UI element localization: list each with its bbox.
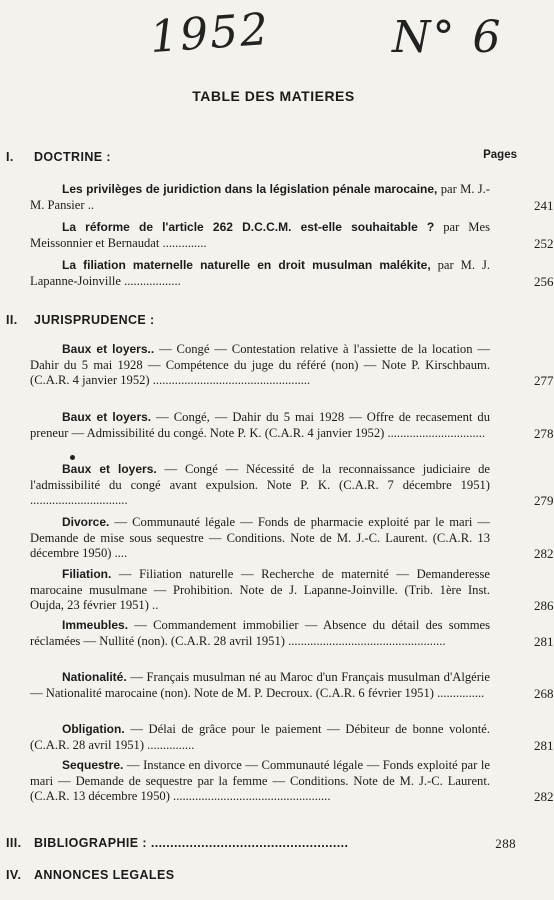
section-annonces-heading: [6, 868, 516, 882]
handwritten-issue-number: N° 6: [392, 12, 503, 63]
page-title: TABLE DES MATIERES: [192, 88, 355, 104]
entry-page: 252: [534, 235, 554, 251]
section-numeral: III.: [6, 836, 22, 850]
entry-lead: Les privilèges de juridiction dans la législation pénale marocaine,: [62, 182, 438, 196]
section-name: BIBLIOGRAPHIE : ...................................................: [34, 836, 349, 850]
entry-page: 281: [534, 737, 554, 753]
entry-lead: Divorce.: [62, 515, 110, 529]
entry-text: — Commandement immobilier — Absence du détail des sommes réclamées — Nullité (non). (C.A.R. 28 avril 1951) ..................................................: [30, 618, 490, 648]
entry-page: 281: [534, 633, 554, 649]
entry-page: 282: [534, 546, 554, 562]
toc-entry: [30, 462, 554, 509]
entry-lead: Baux et loyers..: [62, 342, 155, 356]
pages-column-header: Pages: [483, 149, 517, 161]
entry-text: par M. J.-M. Pansier ..: [30, 182, 490, 212]
entry-text: — Congé — Contestation relative à l'assiette de la location — Dahir du 5 mai 1928 — Compétence du juge du référé (non) — Note P. Kirschbaum. (C.A.R. 4 janvier 1952) ..................................................: [30, 342, 490, 388]
entry-text: — Congé, — Dahir du 5 mai 1928 — Offre de recasement du preneur — Admissibilité du congé. Note P. K. (C.A.R. 4 janvier 1952) ...............................: [30, 410, 491, 440]
section-doctrine-heading: [6, 150, 516, 164]
entry-lead: Obligation.: [62, 722, 125, 736]
toc-entry: [30, 258, 554, 289]
toc-entry: [30, 410, 554, 441]
section-name: JURISPRUDENCE :: [34, 313, 155, 327]
toc-entry: [30, 567, 554, 614]
entry-text: — Communauté légale — Fonds de pharmacie exploité par le mari — Demande de mise sous sequestre — Conditions. Note de M. J.-C. Laurent. (C.A.R. 13 décembre 1950) ....: [30, 515, 490, 561]
ink-dot: [70, 455, 75, 460]
toc-entry: [30, 618, 554, 649]
entry-page: 241: [534, 197, 554, 213]
section-name: DOCTRINE :: [34, 150, 111, 164]
section-jurisprudence-heading: [6, 313, 516, 327]
entry-text: — Instance en divorce — Communauté légale — Fonds exploité par le mari — Demande de sequestre par la femme — Conditions. Note de M. J.-C. Laurent. (C.A.R. 13 décembre 1950) ..................................................: [30, 758, 490, 804]
toc-entry: [30, 670, 554, 701]
section-name: ANNONCES LEGALES: [34, 868, 175, 882]
entry-lead: La filiation maternelle naturelle en droit musulman malékite,: [62, 258, 431, 272]
entry-text: — Filiation naturelle — Recherche de maternité — Demanderesse marocaine musulmane — Prohibition. Note de J. Lapanne-Joinville. (Trib. 1ère Inst. Oujda, 23 février 1951) ..: [30, 567, 490, 613]
entry-text: — Français musulman né au Maroc d'un Français musulman d'Algérie — Nationalité marocaine (non). Note de M. P. Decroux. (C.A.R. 6 février 1951) ...............: [30, 670, 490, 700]
section-bibliographie-heading: [6, 836, 516, 850]
entry-page: 282: [534, 789, 554, 805]
section-page: 288: [495, 836, 516, 851]
toc-entry: [30, 182, 554, 213]
entry-page: 268: [534, 685, 554, 701]
section-numeral: I.: [6, 150, 14, 164]
entry-text: par M. J. Lapanne-Joinville ..................: [30, 258, 491, 288]
entry-page: 279: [534, 493, 554, 509]
section-numeral: II.: [6, 313, 18, 327]
entry-lead: Sequestre.: [62, 758, 124, 772]
entry-text: — Délai de grâce pour le paiement — Débiteur de bonne volonté. (C.A.R. 28 avril 1951) ...............: [30, 722, 490, 752]
entry-text: — Congé — Nécessité de la reconnaissance judiciaire de l'admissibilité du congé avant expulsion. Note P. K. (C.A.R. 7 décembre 1951) ...............................: [30, 462, 491, 508]
entry-lead: Filiation.: [62, 567, 112, 581]
entry-lead: Immeubles.: [62, 618, 129, 632]
entry-lead: La réforme de l'article 262 D.C.C.M. est-elle souhaitable ?: [62, 220, 435, 234]
handwritten-year: 1952: [148, 3, 272, 64]
entry-lead: Baux et loyers.: [62, 410, 152, 424]
entry-lead: Nationalité.: [62, 670, 127, 684]
toc-entry: [30, 342, 554, 389]
entry-page: 277: [534, 373, 554, 389]
toc-entry: [30, 515, 554, 562]
entry-page: 256: [534, 273, 554, 289]
entry-page: 278: [534, 425, 554, 441]
entry-text: par Mes Meissonnier et Bernaudat ..............: [30, 220, 490, 250]
section-numeral: IV.: [6, 868, 22, 882]
toc-entry: [30, 758, 554, 805]
entry-lead: Baux et loyers.: [62, 462, 157, 476]
entry-page: 286: [534, 598, 554, 614]
toc-entry: [30, 722, 554, 753]
toc-entry: [30, 220, 554, 251]
